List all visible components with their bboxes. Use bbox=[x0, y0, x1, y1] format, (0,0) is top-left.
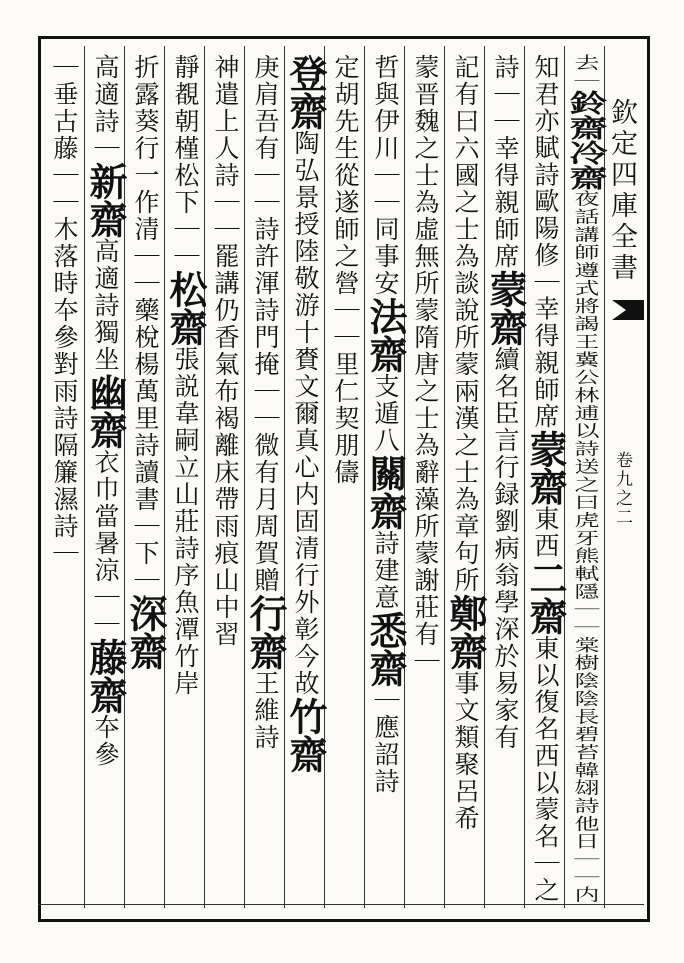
column-text: ｜垂古藤｜｜木落時夲參對雨詩隔簾濕詩｜ bbox=[50, 54, 79, 567]
book-title: 欽定四庫全書 bbox=[606, 98, 637, 284]
text-column bbox=[204, 46, 245, 908]
column-text: 高適詩｜新齋高適詩獨坐幽齋衣巾當暑涼｜｜藤齋夲參 bbox=[83, 54, 128, 768]
column-text: 登齋陶弘景授陸敬游十賚文爾真心内固清行外彰今故竹齋 bbox=[283, 54, 328, 773]
text-column bbox=[283, 46, 328, 908]
column-text: 記有曰六國之士為談說所蒙兩漢之士為章句所鄭齋事文類聚呂希 bbox=[443, 54, 488, 832]
margin-header bbox=[604, 46, 645, 908]
column-text: 定胡先生從遂師之營｜｜里仁契朋儔 bbox=[331, 54, 360, 486]
text-column bbox=[324, 46, 365, 908]
column-text: 詩｜｜幸得親師席蒙齋續名臣言行録劉病翁學深於易家有 bbox=[483, 54, 528, 751]
text-column bbox=[44, 46, 84, 908]
text-column bbox=[443, 46, 488, 908]
text-column bbox=[163, 46, 208, 908]
column-text: 哲與伊川｜｜同事安法齋支遁八關齋詩建意悉齋｜應詔詩 bbox=[363, 54, 408, 795]
text-column bbox=[563, 46, 608, 908]
text-column bbox=[523, 46, 568, 908]
fish-tail-ornament bbox=[612, 300, 644, 320]
column-text: 靜覩朝槿松下｜｜松齋張説韋嗣立山莊詩序魚潭竹岸 bbox=[163, 54, 208, 697]
text-column bbox=[83, 46, 128, 908]
text-column bbox=[483, 46, 528, 908]
column-text: 蒙晋魏之士為虛無所蒙隋唐之士為辭藻所蒙謝莊有｜ bbox=[411, 54, 440, 675]
text-column bbox=[404, 46, 445, 908]
column-text: 折露葵行一作清｜｜藥梲楊萬里詩讀書｜下｜深齋 bbox=[123, 54, 168, 670]
column-text: 去｜鈴齋冷齋夜話講師遵式將謁王冀公林逋以詩送之曰虎牙熊軾隱｜｜棠樹陰陰長碧苔韓翃詩他日｜｜内 bbox=[563, 54, 608, 905]
text-column bbox=[363, 46, 408, 908]
column-text: 庚肩吾有｜｜詩許渾詩門掩｜｜微有月周賀贈行齋王維詩 bbox=[243, 54, 288, 751]
volume-label: 卷九之二 bbox=[612, 451, 632, 527]
text-column bbox=[243, 46, 288, 908]
column-text: 神遣上人詩｜｜罷講仍香氣布褐離床帶雨痕山中習 bbox=[211, 54, 240, 648]
column-text: 知君亦賦詩歐陽修｜幸得親師席蒙齋東西二齋東以復名西以蒙名｜之 bbox=[523, 54, 568, 904]
text-column bbox=[123, 46, 168, 908]
